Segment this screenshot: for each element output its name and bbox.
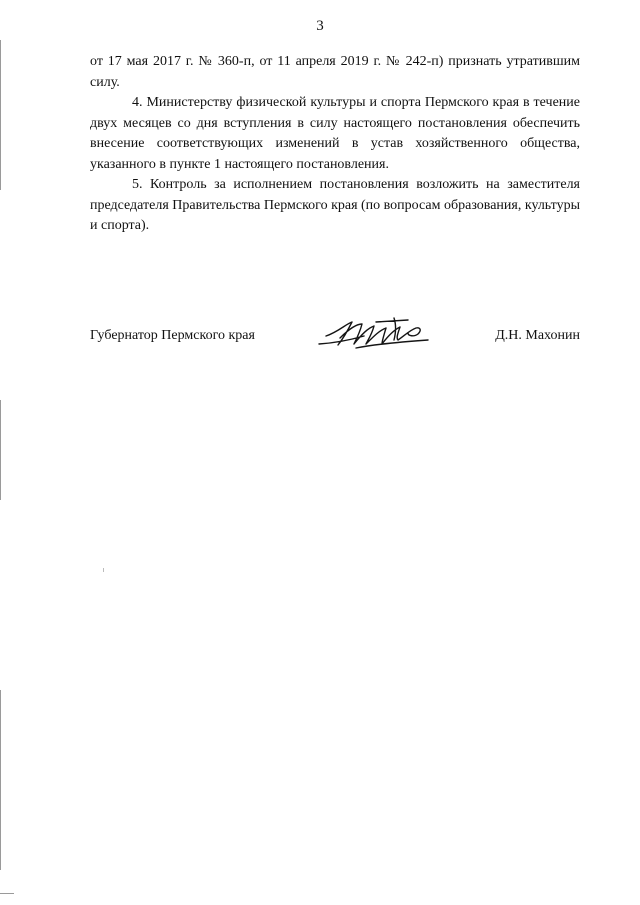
scan-edge-mark xyxy=(0,893,14,894)
paragraph-item-5: 5. Контроль за исполнением постановления возложить на заместителя председателя Правительства Пермского края (по вопросам образования, культуры и спорта). xyxy=(90,177,580,233)
scan-edge-mark xyxy=(0,690,1,870)
paragraph-continuation: от 17 мая 2017 г. № 360-п, от 11 апреля 2019 г. № 242-п) признать утратившим силу. xyxy=(90,54,580,90)
signatory-title: Губернатор Пермского края xyxy=(90,328,255,343)
scan-edge-mark xyxy=(0,40,1,190)
signatory-name: Д.Н. Махонин xyxy=(495,328,580,343)
signature-block xyxy=(90,322,580,362)
scan-edge-mark xyxy=(0,400,1,500)
document-body xyxy=(90,52,580,237)
page-number: 3 xyxy=(316,18,324,34)
handwritten-signature xyxy=(316,314,432,354)
paragraph-item-4: 4. Министерству физической культуры и спорта Пермского края в течение двух месяцев со дня вступления в силу настоящего постановления обеспечить внесение соответствующих изменений в устав хозяйственного общества, указанного в пункте 1 настоящего постановления. xyxy=(90,95,580,172)
scan-speck xyxy=(103,568,104,572)
